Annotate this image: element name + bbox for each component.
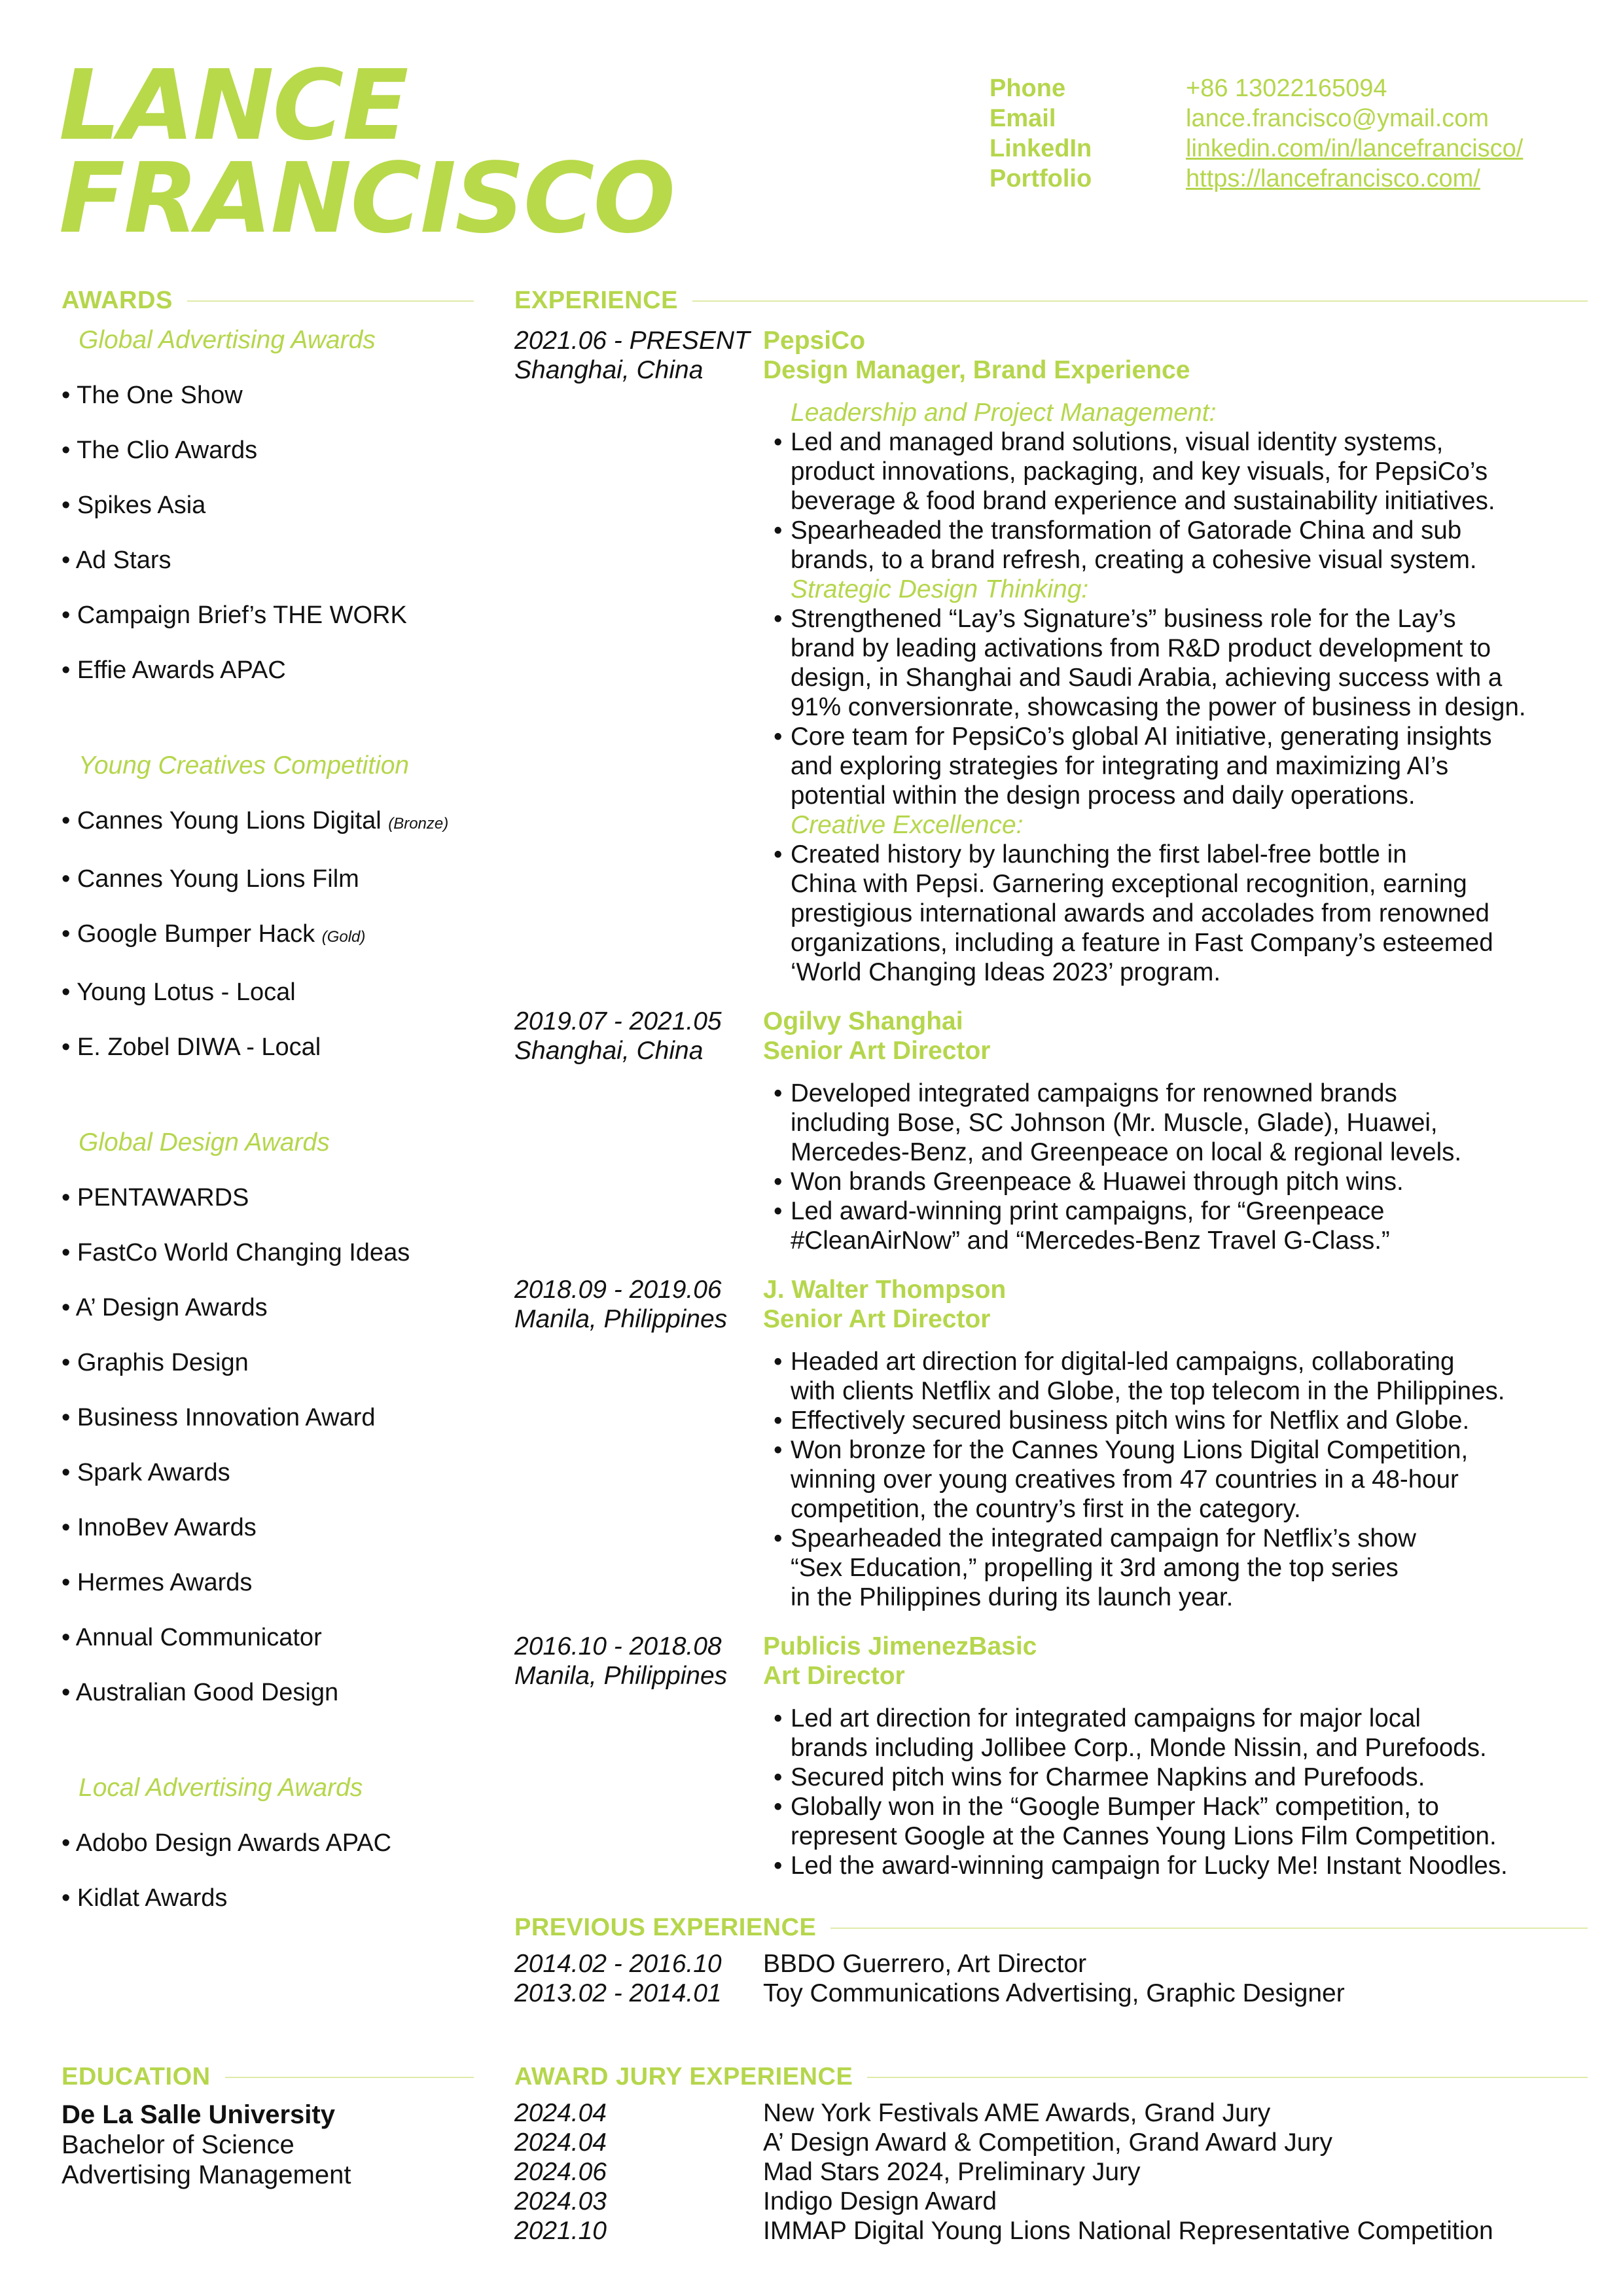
- jury-date: 2024.03: [514, 2187, 607, 2215]
- job-body: [776, 1079, 1588, 1255]
- subsection-title: Strategic Design Thinking:: [791, 575, 1089, 603]
- award-item: • PENTAWARDS: [62, 1184, 249, 1211]
- award-group: [62, 1123, 493, 1720]
- subsection-title: Creative Excellence:: [791, 811, 1024, 839]
- jury-heading-label: AWARD JURY EXPERIENCE: [514, 2063, 853, 2090]
- job-body: [776, 1347, 1588, 1612]
- job-dates: 2021.06 - PRESENT: [514, 327, 750, 355]
- jury-row: [514, 2128, 1493, 2157]
- bullet-item: • Led the award-winning campaign for Lucky Me! Instant Noodles.: [776, 1851, 1588, 1880]
- bullet-item: • Effectively secured business pitch wins for Netflix and Globe.: [776, 1406, 1588, 1435]
- contact-row: [990, 103, 1523, 134]
- award-item: • Young Lotus - Local: [62, 978, 296, 1006]
- divider: [225, 2077, 474, 2078]
- job-body: [776, 398, 1588, 987]
- email-value: lance.francisco@ymail.com: [1186, 105, 1489, 132]
- award-item: • The One Show: [62, 382, 243, 409]
- bullet-item: • Won bronze for the Cannes Young Lions Digital Competition, winning over young creatives from 47 countries in a 48-hour competition, the country’s first in the category.: [776, 1435, 1588, 1524]
- bullet-item: • Globally won in the “Google Bumper Hack” competition, to represent Google at the Cannes Young Lions Film Competition.: [776, 1792, 1588, 1851]
- jury-heading: [514, 2063, 1588, 2091]
- award-item: • E. Zobel DIWA - Local: [62, 1033, 321, 1061]
- first-name: LANCE: [59, 49, 408, 162]
- jury-text: Mad Stars 2024, Preliminary Jury: [763, 2158, 1141, 2186]
- job-meta: [514, 1632, 763, 1880]
- jury-text: IMMAP Digital Young Lions National Representative Competition: [763, 2217, 1493, 2245]
- job-dates: 2016.10 - 2018.08: [514, 1632, 722, 1660]
- award-item: • Adobo Design Awards APAC: [62, 1829, 392, 1857]
- experience-heading-label: EXPERIENCE: [514, 287, 678, 314]
- job-details: [763, 1275, 1588, 1612]
- portfolio-value[interactable]: https://lancefrancisco.com/: [1186, 165, 1480, 192]
- award-group: [62, 1768, 493, 1926]
- contact-label: Portfolio: [990, 165, 1092, 192]
- jury-row: [514, 2187, 1493, 2216]
- award-group: [62, 321, 493, 698]
- previous-experience-date: 2013.02 - 2014.01: [514, 1979, 722, 2007]
- award-item: • InnoBev Awards: [62, 1514, 257, 1541]
- contact-label: LinkedIn: [990, 135, 1092, 162]
- job-entry: [514, 1275, 1588, 1612]
- job-location: Shanghai, China: [514, 356, 704, 384]
- previous-experience-text: Toy Communications Advertising, Graphic Designer: [763, 1979, 1345, 2007]
- experience-list: [514, 326, 1588, 1900]
- bullet-item: • Spearheaded the transformation of Gatorade China and sub brands, to a brand refresh, creating a cohesive visual system.: [776, 516, 1588, 575]
- award-item: • Annual Communicator: [62, 1624, 322, 1651]
- award-item: • Cannes Young Lions Digital (Bronze): [62, 807, 449, 834]
- job-location: Manila, Philippines: [514, 1305, 728, 1333]
- award-item: • Google Bumper Hack (Gold): [62, 920, 366, 948]
- job-entry: [514, 326, 1588, 987]
- phone-value: +86 13022165094: [1186, 75, 1387, 102]
- award-item: • Effie Awards APAC: [62, 656, 286, 684]
- divider: [867, 2077, 1588, 2078]
- award-item: • Hermes Awards: [62, 1569, 253, 1596]
- divider: [187, 300, 474, 302]
- job-role: Senior Art Director: [763, 1305, 991, 1333]
- previous-experience-heading-label: PREVIOUS EXPERIENCE: [514, 1914, 817, 1941]
- job-details: [763, 1632, 1588, 1880]
- previous-experience-text: BBDO Guerrero, Art Director: [763, 1950, 1087, 1978]
- award-item: • A’ Design Awards: [62, 1294, 268, 1321]
- education-heading: [62, 2063, 474, 2091]
- awards-heading-label: AWARDS: [62, 287, 173, 314]
- education-block: [62, 2100, 351, 2190]
- education-heading-label: EDUCATION: [62, 2063, 211, 2090]
- contact-row: [990, 134, 1523, 164]
- bullet-item: • Headed art direction for digital-led campaigns, collaborating with clients Netflix and Globe, the top telecom in the Philippines.: [776, 1347, 1588, 1406]
- award-item: • Ad Stars: [62, 547, 171, 574]
- experience-heading: [514, 287, 1588, 315]
- job-entry: [514, 1632, 1588, 1880]
- award-group: [62, 746, 493, 1075]
- award-item: • Cannes Young Lions Film: [62, 865, 359, 893]
- job-role: Art Director: [763, 1662, 905, 1690]
- previous-experience-date: 2014.02 - 2016.10: [514, 1950, 722, 1978]
- linkedin-value[interactable]: linkedin.com/in/lancefrancisco/: [1186, 135, 1524, 162]
- job-details: [763, 1007, 1588, 1255]
- award-item: • The Clio Awards: [62, 437, 258, 464]
- award-group-title: Global Advertising Awards: [79, 326, 376, 354]
- degree: Bachelor of Science: [62, 2130, 294, 2159]
- jury-text: Indigo Design Award: [763, 2187, 997, 2215]
- previous-experience-row: [514, 1979, 1345, 2008]
- school-name: De La Salle University: [62, 2100, 335, 2129]
- award-group-title: Local Advertising Awards: [79, 1774, 363, 1802]
- jury-row: [514, 2098, 1493, 2128]
- award-group-title: Global Design Awards: [79, 1128, 330, 1157]
- bullet-item: • Created history by launching the first label-free bottle in China with Pepsi. Garnering exceptional recognition, earning prestigious international awards and accolades from renowned organizations, including a feature in Fast Company’s esteemed ‘World Changing Ideas 2023’ program.: [776, 840, 1588, 987]
- subsection-title: Leadership and Project Management:: [791, 399, 1217, 427]
- major: Advertising Management: [62, 2161, 351, 2189]
- jury-date: 2021.10: [514, 2217, 607, 2245]
- contact-row: [990, 73, 1523, 103]
- job-meta: [514, 1007, 763, 1255]
- jury-row: [514, 2216, 1493, 2246]
- bullet-item: • Led and managed brand solutions, visual identity systems, product innovations, packaging, and key visuals, for PepsiCo’s beverage & food brand experience and sustainability initiatives.: [776, 427, 1588, 516]
- bullet-item: • Won brands Greenpeace & Huawei through pitch wins.: [776, 1167, 1588, 1196]
- award-item: • Kidlat Awards: [62, 1884, 228, 1912]
- divider: [830, 1928, 1588, 1929]
- award-item: • Graphis Design: [62, 1349, 249, 1376]
- bullet-item: • Developed integrated campaigns for renowned brands including Bose, SC Johnson (Mr. Muscle, Glade), Huawei, Mercedes-Benz, and Greenpeace on local & regional levels.: [776, 1079, 1588, 1167]
- company-name: Publicis JimenezBasic: [763, 1632, 1037, 1660]
- award-item: • Spark Awards: [62, 1459, 230, 1486]
- job-details: [763, 326, 1588, 987]
- job-location: Shanghai, China: [514, 1037, 704, 1065]
- bullet-item: • Core team for PepsiCo’s global AI initiative, generating insights and exploring strategies for integrating and maximizing AI’s potential within the design process and daily operations.: [776, 722, 1588, 810]
- jury-date: 2024.06: [514, 2158, 607, 2186]
- bullet-item: • Strengthened “Lay’s Signature’s” business role for the Lay’s brand by leading activations from R&D product development to design, in Shanghai and Saudi Arabia, achieving success with a 91% conversionrate, showcasing the power of business in design.: [776, 604, 1588, 722]
- award-item: • FastCo World Changing Ideas: [62, 1239, 410, 1266]
- jury-date: 2024.04: [514, 2128, 607, 2157]
- bullet-item: • Secured pitch wins for Charmee Napkins and Purefoods.: [776, 1763, 1588, 1792]
- award-note: (Bronze): [388, 815, 449, 833]
- contact-row: [990, 164, 1523, 194]
- awards-heading: [62, 287, 474, 315]
- bullet-item: • Led award-winning print campaigns, for “Greenpeace #CleanAirNow” and “Mercedes-Benz Travel G-Class.”: [776, 1196, 1588, 1255]
- job-role: Design Manager, Brand Experience: [763, 356, 1190, 384]
- bullet-item: • Spearheaded the integrated campaign for Netflix’s show “Sex Education,” propelling it 3rd among the top series in the Philippines during its launch year.: [776, 1524, 1588, 1612]
- divider: [692, 300, 1588, 302]
- contact-label: Email: [990, 105, 1056, 132]
- award-item: • Australian Good Design: [62, 1679, 339, 1706]
- awards-list: [62, 321, 493, 1974]
- award-item: • Campaign Brief’s THE WORK: [62, 601, 407, 629]
- job-body: [776, 1704, 1588, 1880]
- award-item: • Business Innovation Award: [62, 1404, 376, 1431]
- previous-experience-row: [514, 1949, 1345, 1979]
- company-name: Ogilvy Shanghai: [763, 1007, 963, 1035]
- award-note: (Gold): [321, 928, 366, 946]
- contact-block: [990, 73, 1523, 194]
- job-entry: [514, 1007, 1588, 1255]
- candidate-name: [59, 49, 675, 255]
- award-group-title: Young Creatives Competition: [79, 751, 410, 780]
- last-name: FRANCISCO: [59, 142, 675, 255]
- job-dates: 2019.07 - 2021.05: [514, 1007, 722, 1035]
- jury-list: [514, 2098, 1493, 2246]
- award-item: • Spikes Asia: [62, 492, 206, 519]
- jury-text: A’ Design Award & Competition, Grand Award Jury: [763, 2128, 1332, 2157]
- jury-date: 2024.04: [514, 2099, 607, 2127]
- job-location: Manila, Philippines: [514, 1662, 728, 1690]
- contact-label: Phone: [990, 75, 1066, 102]
- company-name: J. Walter Thompson: [763, 1276, 1007, 1304]
- job-meta: [514, 1275, 763, 1612]
- previous-experience-heading: [514, 1914, 1588, 1942]
- bullet-item: • Led art direction for integrated campaigns for major local brands including Jollibee Corp., Monde Nissin, and Purefoods.: [776, 1704, 1588, 1763]
- jury-row: [514, 2157, 1493, 2187]
- company-name: PepsiCo: [763, 327, 866, 355]
- previous-experience-list: [514, 1949, 1345, 2008]
- jury-text: New York Festivals AME Awards, Grand Jury: [763, 2099, 1271, 2127]
- job-dates: 2018.09 - 2019.06: [514, 1276, 722, 1304]
- job-meta: [514, 326, 763, 987]
- job-role: Senior Art Director: [763, 1037, 991, 1065]
